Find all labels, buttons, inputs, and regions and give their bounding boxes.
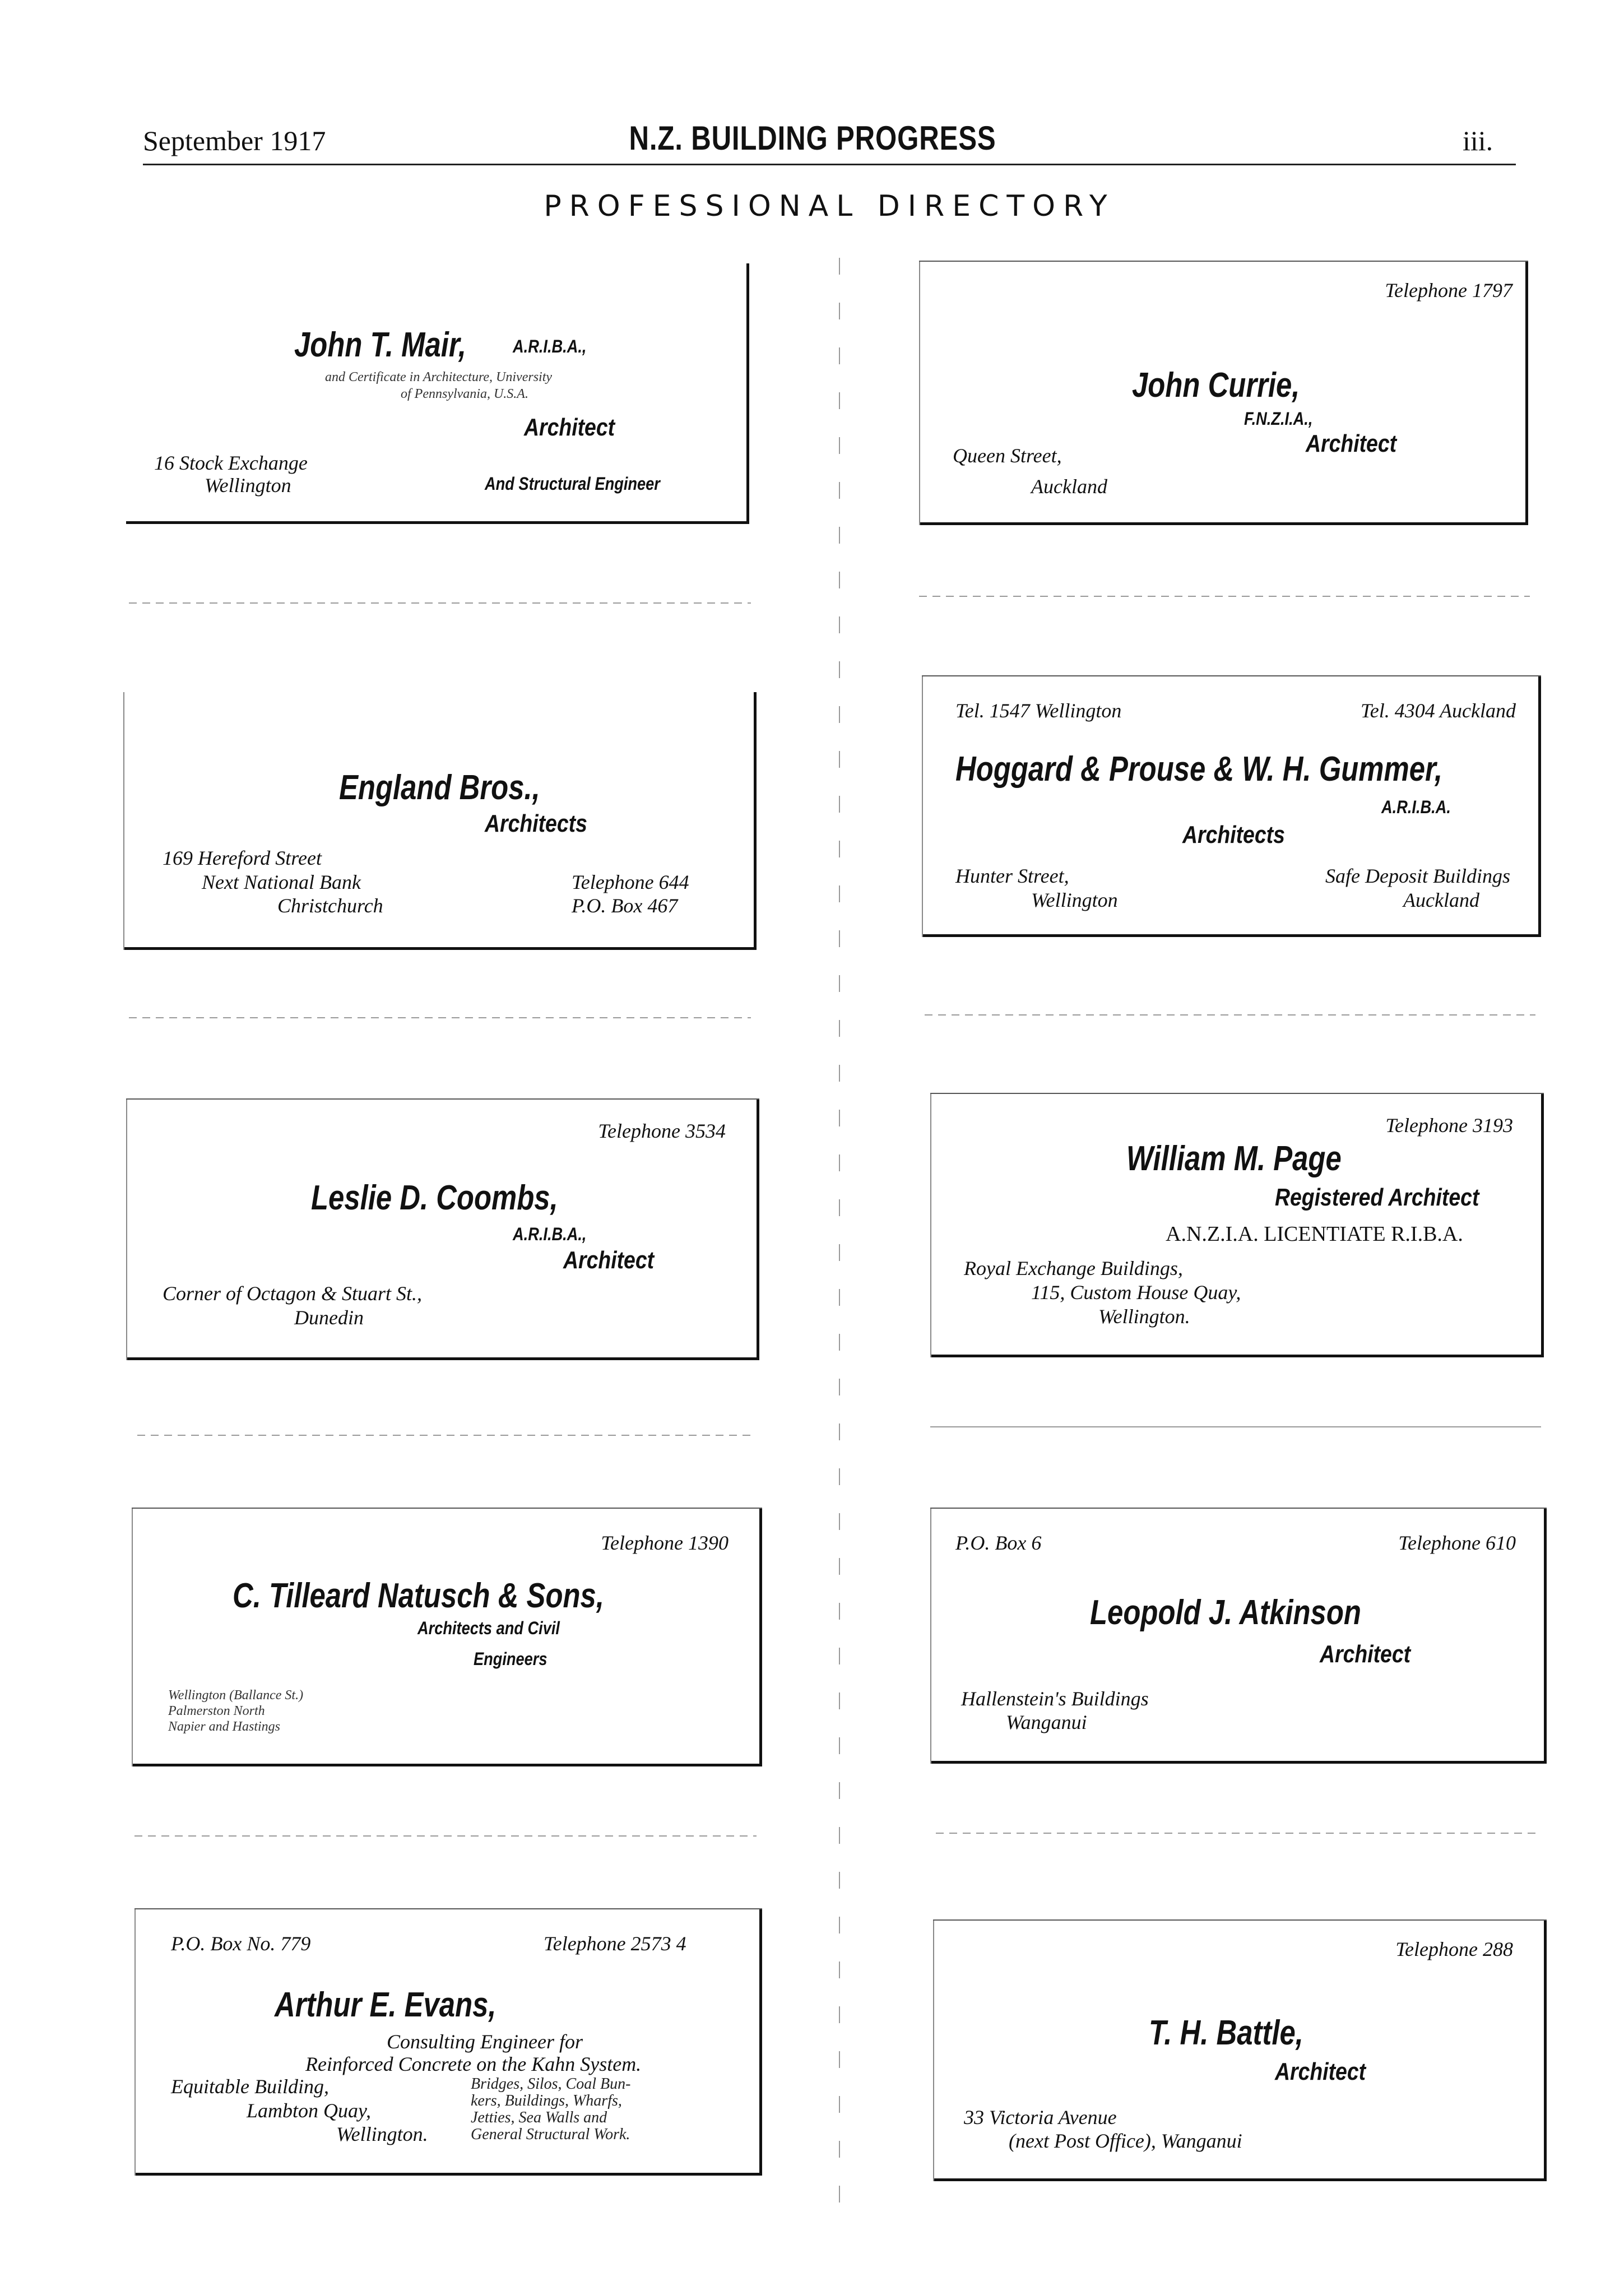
separator xyxy=(930,1426,1541,1427)
card-profession-line-1: Architects and Civil xyxy=(417,1618,560,1638)
card-profession: Architect xyxy=(524,414,615,441)
card-phone-auckland: Tel. 4304 Auckland xyxy=(1361,699,1516,722)
card-address-line-3: Wellington. xyxy=(1098,1305,1190,1328)
card-address-line-1: Equitable Building, xyxy=(171,2075,329,2098)
card-quals: F.N.Z.I.A., xyxy=(1244,409,1313,429)
card-name: Arthur E. Evans, xyxy=(275,1986,497,2024)
card-battle xyxy=(933,1919,1547,2181)
directory-title: PROFESSIONAL DIRECTORY xyxy=(544,189,1115,223)
issue-date: September 1917 xyxy=(143,125,326,156)
card-address-line-2: Dunedin xyxy=(294,1306,364,1329)
card-address-left-1: Hunter Street, xyxy=(955,865,1069,887)
card-phone: Telephone 288 xyxy=(1395,1938,1513,1960)
separator xyxy=(137,1435,754,1436)
card-works-line-2: kers, Buildings, Wharfs, xyxy=(471,2092,622,2109)
card-hoggard xyxy=(922,675,1541,937)
card-profession-secondary: And Structural Engineer xyxy=(485,474,660,494)
card-mair xyxy=(126,263,749,524)
card-phone: Telephone 1390 xyxy=(601,1532,729,1554)
column-divider xyxy=(839,258,840,2219)
card-address-line-1: Royal Exchange Buildings, xyxy=(964,1257,1183,1279)
card-profession: Architects xyxy=(1182,821,1285,848)
card-name: John T. Mair, xyxy=(294,326,466,364)
card-address-line-1: 33 Victoria Avenue xyxy=(964,2106,1117,2129)
card-address-line-1: 16 Stock Exchange xyxy=(154,452,308,474)
card-currie xyxy=(919,261,1528,525)
card-line-1: Consulting Engineer for xyxy=(387,2030,583,2053)
card-atkinson xyxy=(930,1508,1547,1764)
card-name: C. Tilleard Natusch & Sons, xyxy=(233,1576,604,1615)
card-quals: A.R.I.B.A. xyxy=(1381,797,1451,817)
card-address-line-2: Next National Bank xyxy=(202,871,361,893)
page-number: iii. xyxy=(1463,125,1493,156)
card-phone: Telephone 3193 xyxy=(1385,1114,1513,1137)
card-works-line-4: General Structural Work. xyxy=(471,2126,630,2143)
card-quals: A.R.I.B.A., xyxy=(513,336,587,356)
card-address-line-2: Lambton Quay, xyxy=(247,2099,372,2122)
card-profession: Registered Architect xyxy=(1275,1184,1479,1211)
separator xyxy=(936,1833,1535,1834)
card-name: T. H. Battle, xyxy=(1149,2014,1303,2052)
card-phone: Telephone 2573 4 xyxy=(544,1932,686,1955)
card-address-line-1: Wellington (Ballance St.) xyxy=(168,1688,304,1703)
card-address-line-1: Queen Street, xyxy=(953,444,1062,467)
card-natusch xyxy=(132,1508,762,1766)
header-rule xyxy=(143,164,1516,165)
card-address-right-1: Safe Deposit Buildings xyxy=(1325,865,1510,887)
separator xyxy=(129,602,751,604)
card-profession: Architect xyxy=(1275,2058,1366,2085)
separator xyxy=(919,596,1530,597)
card-address-line-3: Wellington. xyxy=(336,2123,428,2145)
separator xyxy=(925,1014,1535,1016)
card-name: Leopold J. Atkinson xyxy=(1090,1593,1361,1632)
card-profession: Architects xyxy=(485,810,587,837)
card-certificate-line-2: of Pennsylvania, U.S.A. xyxy=(401,387,528,401)
card-address-line-2: Auckland xyxy=(1031,475,1107,498)
card-quals: A.N.Z.I.A. LICENTIATE R.I.B.A. xyxy=(1166,1222,1463,1246)
card-address-left-2: Wellington xyxy=(1031,889,1118,911)
card-address-line-2: (next Post Office), Wanganui xyxy=(1009,2130,1242,2152)
card-po-box: P.O. Box No. 779 xyxy=(171,1932,311,1955)
card-page xyxy=(930,1093,1544,1357)
card-phone-wellington: Tel. 1547 Wellington xyxy=(955,699,1122,722)
card-name: William M. Page xyxy=(1126,1139,1342,1178)
card-profession: Architect xyxy=(1320,1640,1411,1668)
card-address-line-2: Wanganui xyxy=(1006,1711,1087,1733)
separator xyxy=(134,1835,757,1837)
publication-title: N.Z. BUILDING PROGRESS xyxy=(629,119,996,157)
card-address-line-2: Palmerston North xyxy=(168,1704,265,1718)
card-po-box: P.O. Box 467 xyxy=(572,894,678,917)
card-phone: Telephone 3534 xyxy=(598,1120,726,1142)
card-profession: Architect xyxy=(1306,430,1397,457)
card-po-box: P.O. Box 6 xyxy=(955,1532,1042,1554)
card-address-right-2: Auckland xyxy=(1403,889,1479,911)
card-evans xyxy=(134,1908,762,2176)
card-name: Leslie D. Coombs, xyxy=(311,1179,558,1217)
card-address-line-1: 169 Hereford Street xyxy=(163,847,322,869)
card-name: England Bros., xyxy=(339,768,540,807)
card-works-line-1: Bridges, Silos, Coal Bun- xyxy=(471,2075,631,2093)
card-phone: Telephone 1797 xyxy=(1385,279,1512,302)
card-address-line-2: Wellington xyxy=(205,474,291,497)
card-profession-line-2: Engineers xyxy=(474,1649,547,1669)
card-england xyxy=(123,692,757,950)
card-phone: Telephone 610 xyxy=(1398,1532,1516,1554)
card-certificate-line-1: and Certificate in Architecture, University xyxy=(325,370,553,384)
card-address-line-1: Corner of Octagon & Stuart St., xyxy=(163,1282,423,1305)
card-address-line-2: 115, Custom House Quay, xyxy=(1031,1281,1241,1304)
card-phone: Telephone 644 xyxy=(572,871,689,893)
separator xyxy=(129,1017,751,1018)
card-name: John Currie, xyxy=(1132,366,1300,405)
card-quals: A.R.I.B.A., xyxy=(513,1224,587,1244)
card-line-2: Reinforced Concrete on the Kahn System. xyxy=(305,2053,642,2075)
card-address-line-3: Christchurch xyxy=(277,894,383,917)
card-coombs xyxy=(126,1098,759,1360)
card-works-line-3: Jetties, Sea Walls and xyxy=(471,2109,607,2126)
card-address-line-1: Hallenstein's Buildings xyxy=(961,1687,1149,1710)
card-address-line-3: Napier and Hastings xyxy=(168,1719,281,1734)
card-profession: Architect xyxy=(563,1246,655,1274)
card-name: Hoggard & Prouse & W. H. Gummer, xyxy=(955,750,1443,789)
